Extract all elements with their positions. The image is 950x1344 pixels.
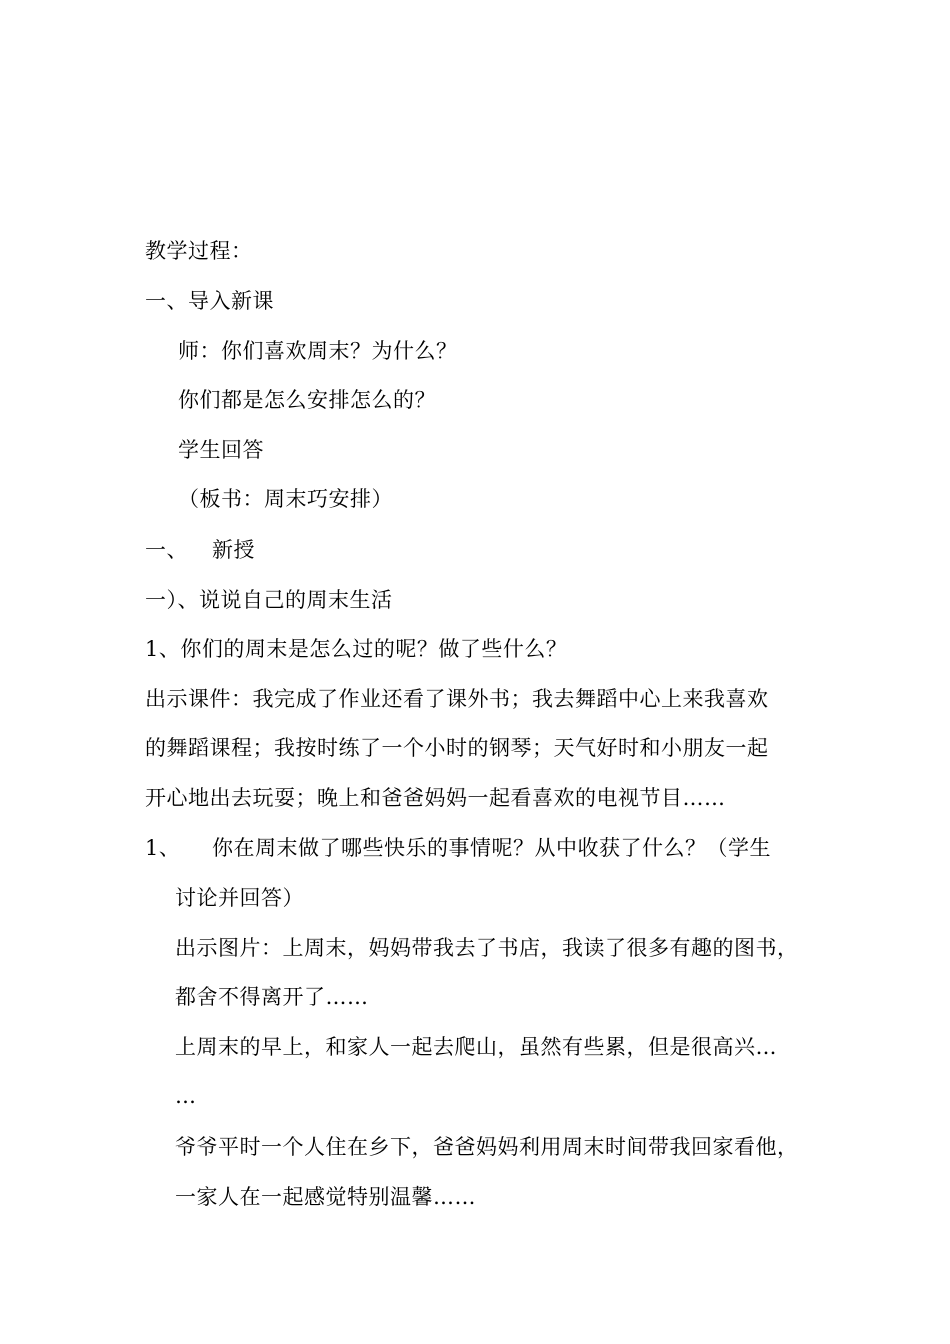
grandpa-line-1: 爷爷平时一个人住在乡下，爸爸妈妈利用周末时间带我回家看他， bbox=[175, 1135, 799, 1159]
board-note: （板书：周末巧安排） bbox=[178, 487, 393, 511]
section2-heading bbox=[145, 535, 255, 565]
climb-line-2: … bbox=[175, 1084, 197, 1108]
section2-title: 新授 bbox=[212, 538, 255, 562]
item2-line-2: 讨论并回答） bbox=[175, 886, 304, 910]
item1-question: 1、你们的周末是怎么过的呢？做了些什么？ bbox=[145, 637, 568, 661]
grandpa-line-2: 一家人在一起感觉特别温馨…… bbox=[175, 1185, 476, 1209]
item2-line-1: 你在周末做了哪些快乐的事情呢？从中收获了什么？（学生 bbox=[212, 836, 771, 860]
courseware-line-3: 开心地出去玩耍；晚上和爸爸妈妈一起看喜欢的电视节目…… bbox=[145, 786, 726, 810]
picture-line-2: 都舍不得离开了…… bbox=[175, 985, 369, 1009]
climb-line-1: 上周末的早上，和家人一起去爬山，虽然有些累，但是很高兴… bbox=[175, 1035, 777, 1059]
heading: 教学过程： bbox=[145, 239, 253, 263]
student-answer: 学生回答 bbox=[178, 438, 264, 462]
courseware-line-2: 的舞蹈课程；我按时练了一个小时的钢琴；天气好时和小朋友一起 bbox=[145, 736, 769, 760]
courseware-line-1: 出示课件：我完成了作业还看了课外书；我去舞蹈中心上来我喜欢 bbox=[145, 687, 769, 711]
item2-marker: 1、 bbox=[145, 836, 181, 860]
section1-title: 一、导入新课 bbox=[145, 289, 274, 313]
teacher-line: 师：你们喜欢周末？为什么？ bbox=[178, 339, 458, 363]
subsection1-title: 一）、说说自己的周末生活 bbox=[145, 588, 393, 612]
question-line: 你们都是怎么安排怎么的？ bbox=[178, 388, 436, 412]
picture-line-1: 出示图片：上周末，妈妈带我去了书店，我读了很多有趣的图书， bbox=[175, 936, 799, 960]
section2-marker: 一、 bbox=[145, 538, 188, 562]
